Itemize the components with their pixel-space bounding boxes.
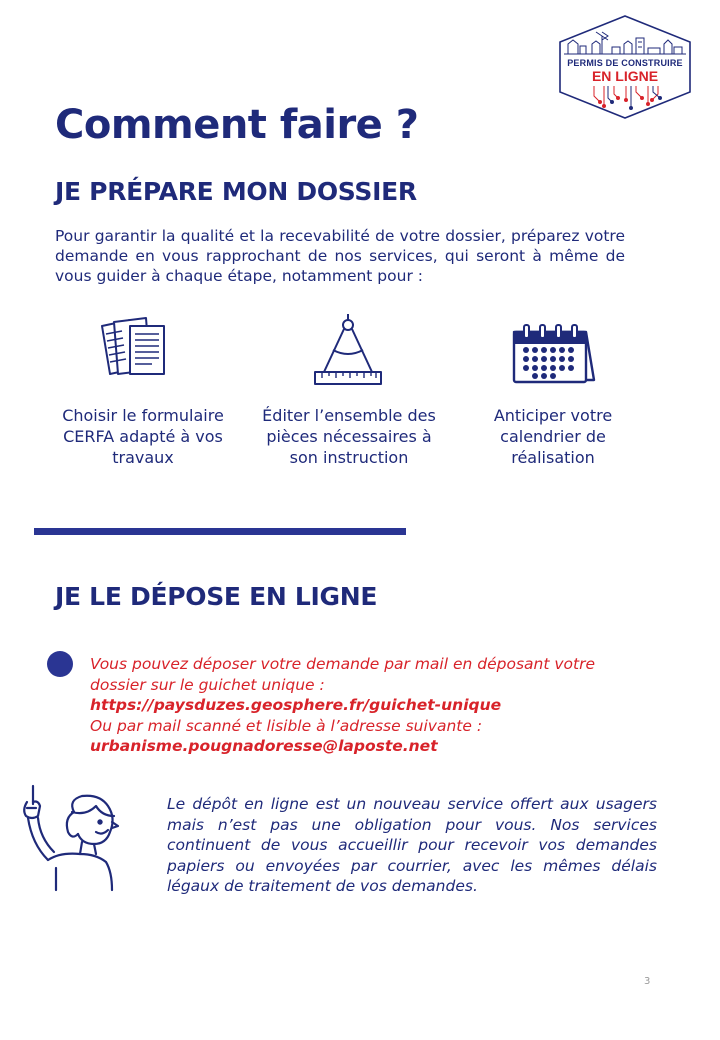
bullet-dot [47,651,73,677]
feature-label-line: Choisir le formulaire [62,406,224,425]
section-heading-depose: JE LE DÉPOSE EN LIGNE [55,582,378,611]
calendar-icon [510,322,598,386]
feature-label-line: calendrier de [500,427,606,446]
deposit-instructions [90,654,630,757]
feature-label-line: réalisation [511,448,595,467]
documents-icon [96,314,172,380]
logo-line2: EN LIGNE [591,68,659,84]
note-paragraph: Le dépôt en ligne est un nouveau service offert aux usagers mais n’est pas une obligation pour vous. Nos services continuent de vous accueillir pour recevoir vos demandes papiers ou envoyées par courrier, avec les mêmes délais légaux de traitement de vos demandes. [167,795,657,895]
feature-label-cerfa [53,405,233,468]
page-title: Comment faire ? [55,102,419,148]
logo-line1: PERMIS DE CONSTRUIRE [567,58,683,68]
feature-label-line: Éditer l’ensemble des [262,406,436,425]
intro-paragraph: Pour garantir la qualité et la recevabilité de votre dossier, préparez votre demande en vous rapprochant de nos services, qui seront à même de vous guider à chaque étape, notamment pour : [55,227,625,285]
deposit-line1: Vous pouvez déposer votre demande par mail en déposant votre [90,655,595,673]
feature-label-calendrier [463,405,643,468]
page-number: 3 [644,976,651,987]
compass-ruler-icon [312,312,384,388]
feature-label-line: son instruction [289,448,409,467]
feature-label-line: travaux [112,448,174,467]
feature-label-line: CERFA adapté à vos [63,427,223,446]
person-pointing-icon [16,782,124,894]
feature-label-pieces [259,405,439,468]
permis-construire-logo [556,14,694,120]
feature-label-line: pièces nécessaires à [266,427,432,446]
guichet-unique-link[interactable]: https://paysduzes.geosphere.fr/guichet-unique [90,696,502,714]
section-divider [34,528,406,535]
email-link[interactable]: urbanisme.pougnadoresse@laposte.net [90,737,438,755]
deposit-line4: Ou par mail scanné et lisible à l’adresse suivante : [90,716,483,735]
section-heading-prepare: JE PRÉPARE MON DOSSIER [55,177,417,206]
deposit-line2: dossier sur le guichet unique : [90,675,325,694]
feature-label-line: Anticiper votre [493,406,613,425]
